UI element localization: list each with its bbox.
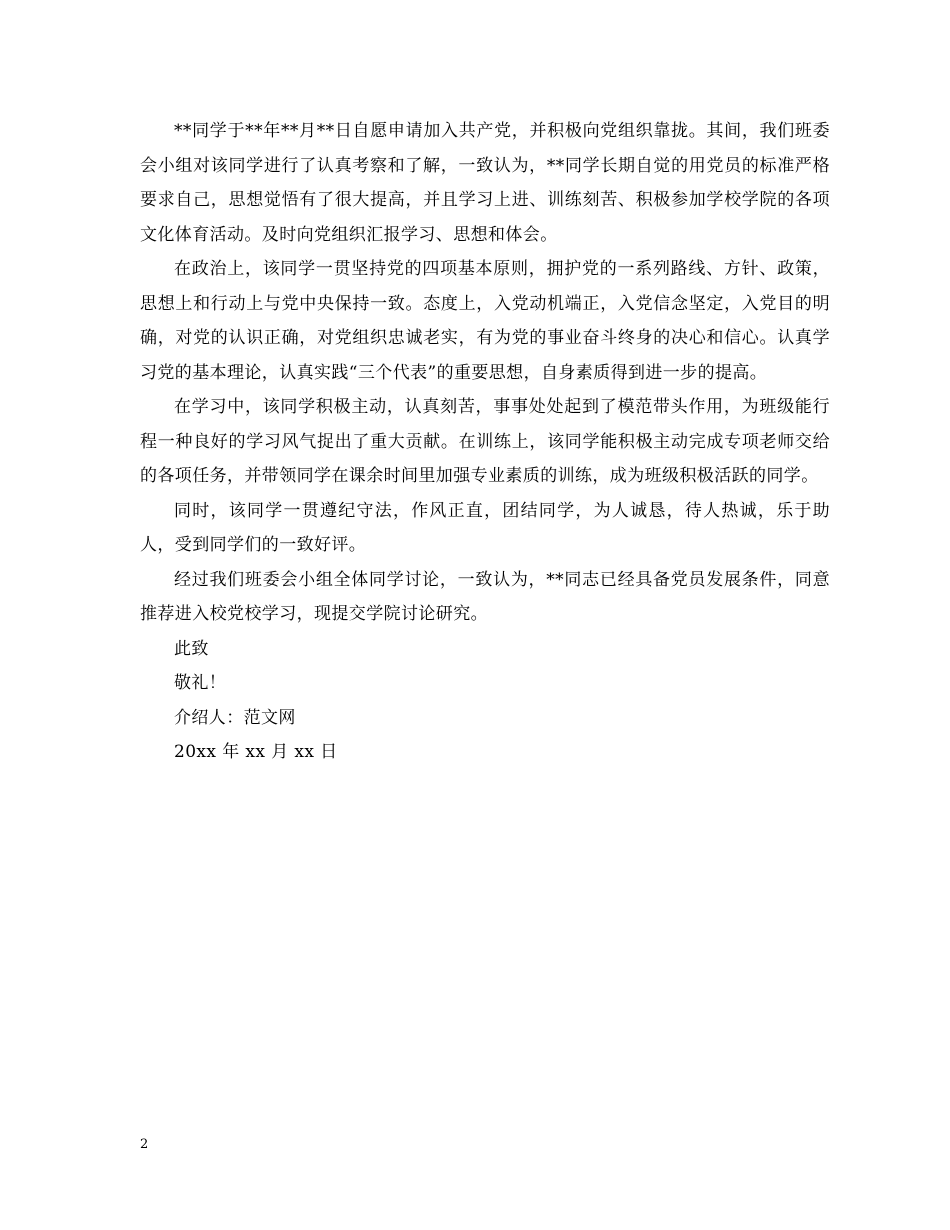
paragraph-application: **同学于**年**月**日自愿申请加入共产党，并积极向党组织靠拢。其间，我们班委会小组对该同学进行了认真考察和了解，一致认为，**同学长期自觉的用党员的标准严格要求自己，思想觉悟有了很大提高，并且学习上进、训练刻苦、积极参加学校学院的各项文化体育活动。及时向党组织汇报学习、思想和体会。 [140,121,830,245]
closing-salutation: 此致 [174,638,209,659]
document-date: 20xx 年 xx 月 xx 日 [174,742,338,762]
paragraph-politics: 在政治上，该同学一贯坚持党的四项基本原则，拥护党的一系列路线、方针、政策，思想上和行动上与党中央保持一致。态度上，入党动机端正，入党信念坚定，入党目的明确，对党的认识正确，对党组织忠诚老实，有为党的事业奋斗终身的决心和信心。认真学习党的基本理论，认真实践“三个代表”的重要思想，自身素质得到进一步的提高。 [140,259,830,383]
paragraph-conduct: 同时，该同学一贯遵纪守法，作风正直，团结同学，为人诚恳，待人热诚，乐于助人，受到同学们的一致好评。 [140,500,830,555]
page-number: 2 [140,1137,149,1152]
closing-regards: 敬礼！ [174,673,227,693]
document-body [140,114,830,770]
introducer-signature: 介绍人：范文网 [174,707,296,728]
paragraph-study: 在学习中，该同学积极主动，认真刻苦，事事处处起到了模范带头作用，为班级能行程一种良好的学习风气捉出了重大贡献。在训练上，该同学能积极主动完成专项老师交给的各项任务，并带领同学在课余时间里加强专业素质的训练，成为班级积极活跃的同学。 [140,397,830,486]
paragraph-conclusion: 经过我们班委会小组全体同学讨论，一致认为，**同志已经具备党员发展条件，同意推荐进入校党校学习，现提交学院讨论研究。 [140,569,830,624]
